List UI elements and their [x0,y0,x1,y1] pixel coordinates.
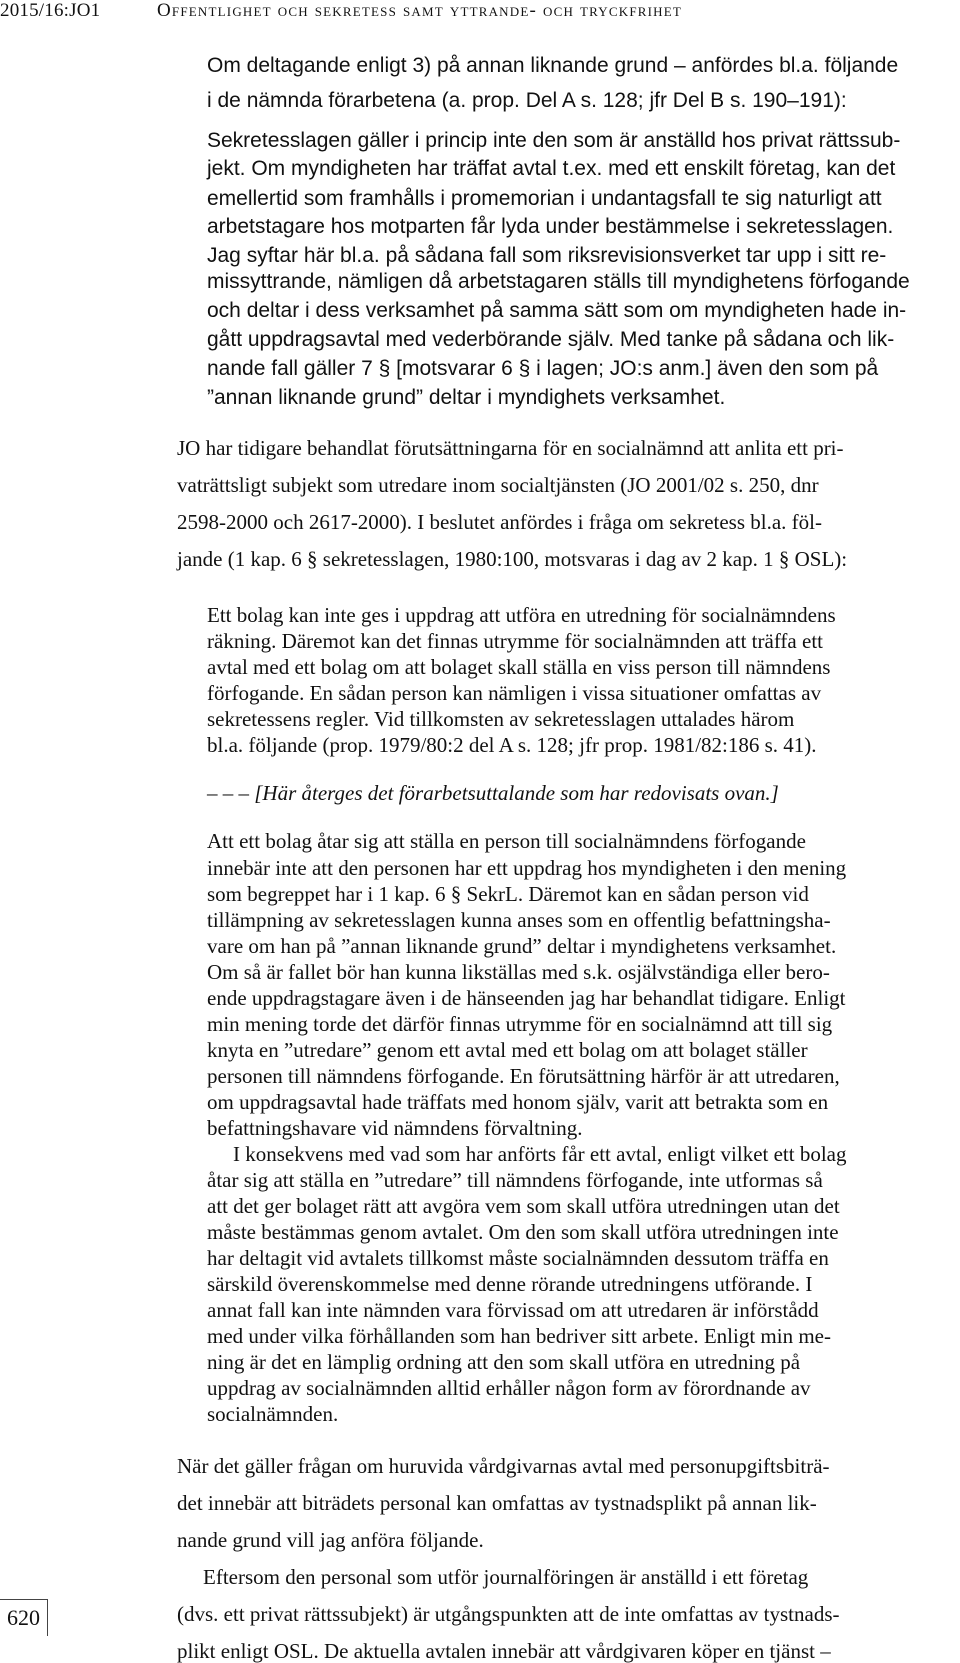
text-line: ning är det en lämplig ordning att den som skall utföra en utredning på [207,1350,801,1374]
text-line: Om så är fallet bör han kunna likställas med s.k. osjälvständiga eller bero- [207,960,830,984]
text-line: I konsekvens med vad som har anförts får ett avtal, enligt vilket ett bolag [233,1142,847,1166]
text-line: avtal med ett bolag om att bolaget skall ställa en viss person till nämndens [207,655,831,679]
text-line: nande grund vill jag anföra följande. [177,1528,484,1552]
text-line: När det gäller frågan om huruvida vårdgivarnas avtal med personupgiftsbiträ- [177,1454,830,1478]
text-line: Att ett bolag åtar sig att ställa en person till socialnämndens förfogande [207,829,806,853]
text-line: socialnämnden. [207,1402,339,1426]
text-line: befattningshavare vid nämndens förvaltning. [207,1116,583,1140]
text-line: gått uppdragsavtal med vederbörande själv. Med tanke på sådana och lik- [207,328,895,351]
text-line: jekt. Om myndigheten har träffat avtal t.ex. med ett enskilt företag, kan det [207,157,896,180]
text-line: jande (1 kap. 6 § sekretesslagen, 1980:100, motsvaras i dag av 2 kap. 1 § OSL): [177,547,848,571]
text-line: har deltagit vid avtalets tillkomst måste socialnämnden dessutom träffa en [207,1246,829,1270]
text-line: Jag syftar här bl.a. på sådana fall som riksrevisionsverket tar upp i sitt re- [207,244,887,267]
text-line: knyta en ”utredare” genom ett avtal med ett bolag om att bolaget ställer [207,1038,808,1062]
text-line: åtar sig att ställa en ”utredare” till nämndens förfogande, inte utformas så [207,1168,823,1192]
text-line: och deltar i dess verksamhet på samma sätt som om myndigheten hade in- [207,299,907,322]
text-line: som begreppet har i 1 kap. 6 § SekrL. Däremot kan en sådan person vid [207,882,809,906]
text-line: plikt enligt OSL. De aktuella avtalen innebär att vårdgivaren köper en tjänst – [177,1639,831,1663]
text-line: sekretessens regler. Vid tillkomsten av sekretesslagen uttalades härom [207,707,795,731]
text-line: räkning. Däremot kan det finnas utrymme för socialnämnden att träffa ett [207,629,823,653]
text-line: personen till nämndens förfogande. En förutsättning härför är att utredaren, [207,1064,840,1088]
text-line: (dvs. ett privat rättssubjekt) är utgångspunkten att de inte omfattas av tystnads- [177,1602,840,1626]
text-line: om uppdragsavtal hade träffats med honom själv, varit att betrakta som en [207,1090,829,1114]
text-line: innebär inte att den personen har ett uppdrag hos myndigheten i den mening [207,856,847,880]
text-line: vaträttsligt subjekt som utredare inom socialtjänsten (JO 2001/02 s. 250, dnr [177,473,819,497]
text-line: JO har tidigare behandlat förutsättningarna för en socialnämnd att anlita ett pri- [177,436,844,460]
text-line: annat fall kan inte nämnden vara förvissad om att utredaren är införstådd [207,1298,819,1322]
text-line: att det ger bolaget rätt att avgöra vem som skall utföra utredningen utan det [207,1194,840,1218]
text-line: bl.a. följande (prop. 1979/80:2 del A s. 128; jfr prop. 1981/82:186 s. 41). [207,733,817,757]
text-line: det innebär att biträdets personal kan omfattas av tystnadsplikt på annan lik- [177,1491,817,1515]
text-line: Sekretesslagen gäller i princip inte den som är anställd hos privat rättssub- [207,129,901,152]
text-line: tillämpning av sekretesslagen kunna anses som en offentlig befattningsha- [207,908,831,932]
text-line: arbetstagare hos motparten får lyda under bestämmelse i sekretesslagen. [207,215,894,238]
text-line: Om deltagande enligt 3) på annan liknande grund – anfördes bl.a. följande [207,54,899,77]
text-line: nande fall gäller 7 § [motsvarar 6 § i lagen; JO:s anm.] även den som på [207,357,879,380]
header-title: Offentlighet och sekretess samt yttrande- och tryckfrihet [157,0,683,21]
text-line: emellertid som framhålls i promemorian i undantagsfall te sig naturligt att [207,187,882,210]
text-line: min mening torde det därför finnas utrymme för en socialnämnd att till sig [207,1012,833,1036]
text-line: förfogande. En sådan person kan nämligen i vissa situationer omfattas av [207,681,822,705]
text-line: – – – [Här återges det förarbetsuttalande som har redovisats ovan.] [207,781,779,805]
text-line: i de nämnda förarbetena (a. prop. Del A s. 128; jfr Del B s. 190–191): [207,89,847,112]
text-line: missyttrande, nämligen då arbetstagaren ställs till myndighetens förfogande [207,270,910,293]
text-line: Ett bolag kan inte ges i uppdrag att utföra en utredning för socialnämndens [207,603,836,627]
text-line: måste bestämmas genom avtalet. Om den som skall utföra utredningen inte [207,1220,839,1244]
text-line: vare om han på ”annan liknande grund” deltar i myndighetens verksamhet. [207,934,837,958]
header-reference: 2015/16:JO1 [0,0,101,21]
text-line: särskild överenskommelse med denne rörande utredningens utförande. I [207,1272,813,1296]
page-header [0,0,960,36]
page-number: 620 [0,1599,48,1636]
text-line: Eftersom den personal som utför journalföringen är anställd i ett företag [203,1565,809,1589]
text-line: med under vilka förhållanden som han bedriver sitt arbete. Enligt min me- [207,1324,831,1348]
text-line: ende uppdragstagare även i de hänseenden jag har behandlat tidigare. Enligt [207,986,846,1010]
text-line: ”annan liknande grund” deltar i myndighets verksamhet. [207,386,726,409]
text-line: 2598-2000 och 2617-2000). I beslutet anfördes i fråga om sekretess bl.a. föl- [177,510,822,534]
text-line: uppdrag av socialnämnden alltid erhåller någon form av förordnande av [207,1376,811,1400]
